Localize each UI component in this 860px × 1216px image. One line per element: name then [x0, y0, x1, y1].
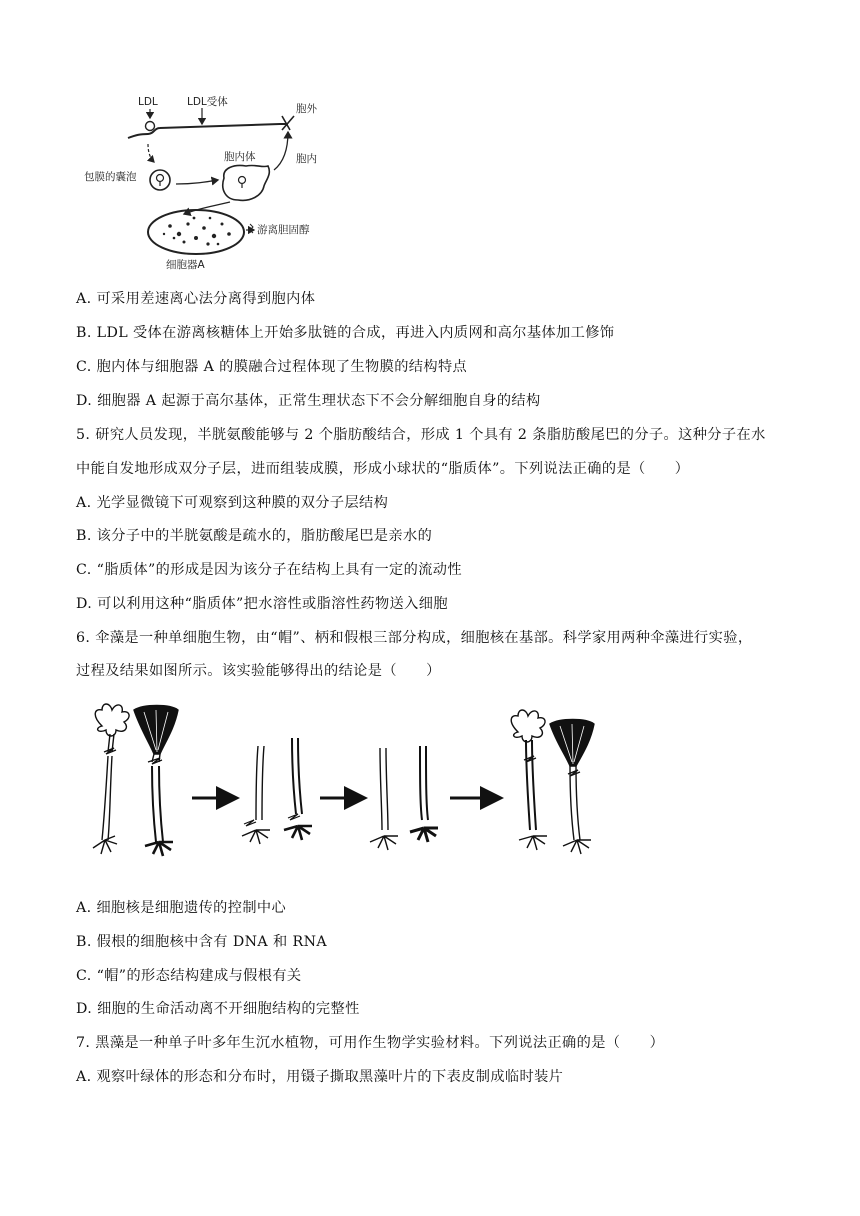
acetabularia-experiment-figure — [84, 700, 624, 870]
panel-regenerated-cells — [511, 710, 594, 854]
q4-option-a: A. 可采用差速离心法分离得到胞内体 — [76, 291, 316, 307]
q4-option-b: B. LDL 受体在游离核糖体上开始多肽链的合成，再进入内质网和高尔基体加工修饰 — [76, 325, 615, 341]
label-inside: 胞内 — [296, 153, 317, 165]
q6-stem-line1: 6. 伞藻是一种单细胞生物，由“帽”、柄和假根三部分构成，细胞核在基部。科学家用两种伞藻进行实验， — [76, 630, 753, 646]
label-ldl: LDL — [138, 96, 158, 108]
q5-option-b: B. 该分子中的半胱氨酸是疏水的，脂肪酸尾巴是亲水的 — [76, 528, 433, 544]
q5-stem-line2: 中能自发地形成双分子层，进而组装成膜，形成小球状的“脂质体”。下列说法正确的是（ ） — [76, 461, 690, 477]
q6-stem-line2: 过程及结果如图所示。该实验能够得出的结论是（ ） — [76, 663, 441, 679]
label-outside: 胞外 — [296, 103, 317, 115]
label-vesicle: 包膜的囊泡 — [84, 171, 137, 183]
q6-option-c: C. “帽”的形态结构建成与假根有关 — [76, 968, 302, 984]
q5-stem-line1: 5. 研究人员发现，半胱氨酸能够与 2 个脂肪酸结合，形成 1 个具有 2 条脂肪酸尾巴的分子。这种分子在水 — [76, 427, 766, 443]
q5-option-a: A. 光学显微镜下可观察到这种膜的双分子层结构 — [76, 495, 389, 511]
q4-option-c: C. 胞内体与细胞器 A 的膜融合过程体现了生物膜的结构特点 — [76, 359, 468, 375]
q6-option-a: A. 细胞核是细胞遗传的控制中心 — [76, 900, 287, 916]
q5-option-d: D. 可以利用这种“脂质体”把水溶性或脂溶性药物送入细胞 — [76, 596, 448, 612]
panel-original-cells — [93, 704, 178, 856]
label-free-cholesterol: 游离胆固醇 — [257, 224, 310, 236]
q4-option-d: D. 细胞器 A 起源于高尔基体，正常生理状态下不会分解细胞自身的结构 — [76, 393, 541, 409]
q5-option-c: C. “脂质体”的形成是因为该分子在结构上具有一定的流动性 — [76, 562, 462, 578]
q6-option-d: D. 细胞的生命活动离不开细胞结构的完整性 — [76, 1001, 360, 1017]
q6-option-b: B. 假根的细胞核中含有 DNA 和 RNA — [76, 934, 328, 950]
q7-option-a: A. 观察叶绿体的形态和分布时，用镊子撕取黑藻叶片的下表皮制成临时装片 — [76, 1069, 564, 1085]
label-endosome: 胞内体 — [224, 151, 256, 163]
panel-grafted-stalks — [242, 738, 312, 844]
label-organelle-a: 细胞器A — [166, 259, 205, 271]
q7-stem: 7. 黑藻是一种单子叶多年生沉水植物，可用作生物学实验材料。下列说法正确的是（ ） — [76, 1035, 665, 1051]
ldl-endocytosis-diagram — [84, 88, 344, 274]
panel-regenerating-stalks — [370, 746, 438, 850]
label-ldl-receptor: LDL受体 — [187, 96, 228, 108]
